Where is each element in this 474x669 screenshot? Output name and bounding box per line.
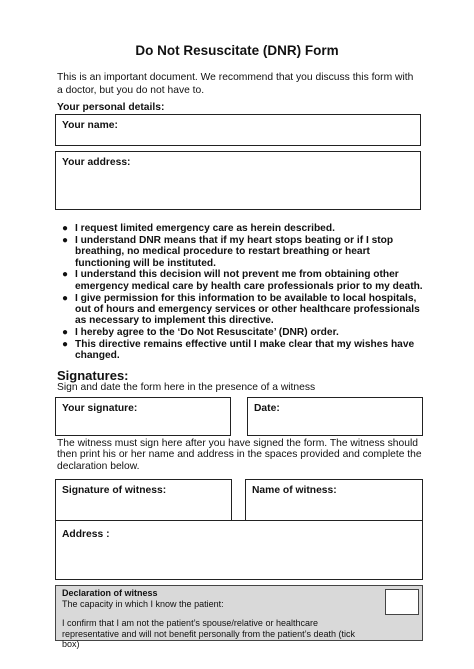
bullet-icon: ● (62, 339, 69, 351)
personal-details-label: Your personal details: (57, 102, 165, 113)
date-field[interactable] (247, 397, 423, 436)
address-field[interactable] (55, 151, 421, 210)
bullet-icon: ● (62, 327, 69, 339)
witness-instruction: The witness must sign here after you have signed the form. The witness should then print his or her name and address in the spaces provided and complete the declaration below. (57, 438, 422, 472)
statement-item (57, 235, 427, 269)
statement-item (57, 293, 427, 327)
witness-address-label: Address : (62, 529, 110, 540)
statement-text: I hereby agree to the ‘Do Not Resuscitate’ (DNR) order. (75, 327, 339, 339)
statement-item (57, 339, 427, 362)
bullet-icon: ● (62, 223, 69, 234)
address-field-label: Your address: (62, 157, 131, 168)
statement-text: I understand DNR means that if my heart stops beating or if I stop breathing, no medical procedure to restart breathing or heart functioning will be instituted. (75, 234, 394, 269)
declaration-confirm-text: I confirm that I am not the patient’s spouse/relative or healthcare representative and will not benefit personally from the patient’s death (tick box) (62, 618, 355, 649)
declaration-capacity-text: The capacity in which I know the patient: (62, 599, 224, 609)
your-signature-label: Your signature: (62, 403, 138, 414)
statement-item (57, 269, 427, 292)
form-title: Do Not Resuscitate (DNR) Form (135, 43, 339, 58)
signatures-instruction: Sign and date the form here in the presence of a witness (57, 382, 316, 393)
declaration-title: Declaration of witness (62, 588, 158, 598)
witness-name-label: Name of witness: (252, 485, 337, 496)
your-signature-field[interactable] (55, 397, 231, 436)
statement-item (57, 223, 427, 234)
witness-name-field[interactable] (245, 479, 423, 521)
witness-signature-field[interactable] (55, 479, 232, 521)
name-field[interactable] (55, 114, 421, 146)
name-field-label: Your name: (62, 120, 118, 131)
bullet-icon: ● (62, 234, 69, 246)
date-label: Date: (254, 403, 280, 414)
bullet-icon: ● (62, 269, 69, 281)
witness-address-field[interactable] (55, 520, 423, 580)
declaration-tick-box[interactable] (385, 589, 419, 615)
declaration-box (55, 585, 423, 649)
statement-item (57, 327, 427, 338)
statement-list (57, 223, 427, 362)
intro-text: This is an important document. We recommend that you discuss this form with a doctor, but you do not have to. (57, 72, 414, 96)
statement-text: I understand this decision will not prevent me from obtaining other emergency medical care by health care professionals prior to my death. (75, 269, 423, 292)
signatures-heading: Signatures: (57, 368, 129, 383)
statement-text: I give permission for this information to be available to local hospitals, out of hours and emergency services or other healthcare professionals as necessary to implement this directive. (75, 292, 420, 327)
statement-text: I request limited emergency care as herein described. (75, 223, 335, 234)
bullet-icon: ● (62, 292, 69, 304)
witness-signature-label: Signature of witness: (62, 485, 167, 496)
statement-text: This directive remains effective until I make clear that my wishes have changed. (75, 339, 415, 362)
